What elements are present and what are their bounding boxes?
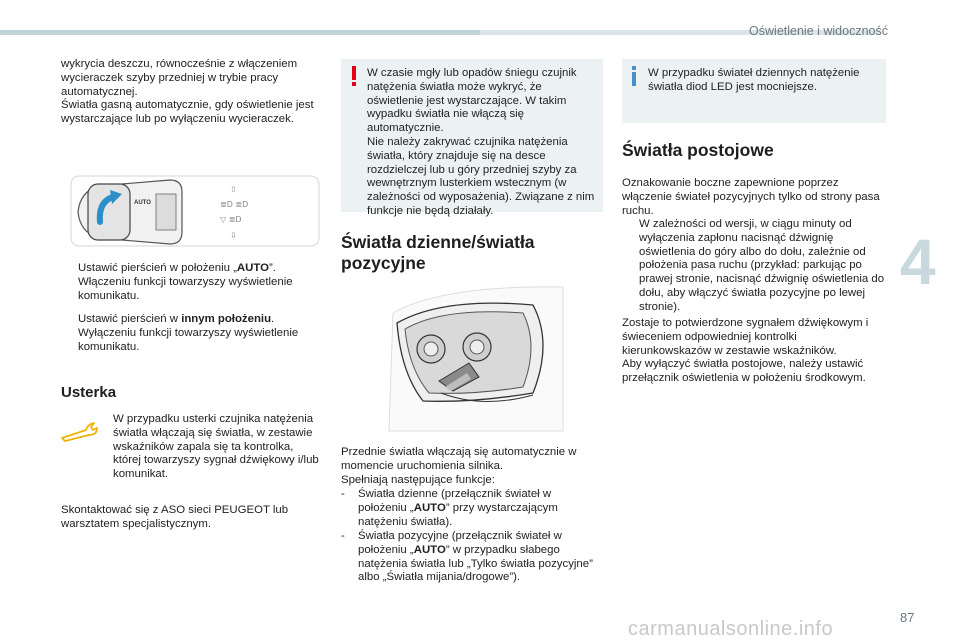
stalk-illustration bbox=[70, 172, 320, 252]
drl-intro: Przednie światła włączają się automatycznie w momencie uruchomienia silnika. Spełniają następujące funkcje: bbox=[341, 446, 577, 486]
chapter-number: 4 bbox=[900, 226, 936, 298]
info-icon bbox=[629, 65, 639, 87]
warning-text: W czasie mgły lub opadów śniegu czujnik natężenia światła może wykryć, że oświetlenie jest wystarczające. W takim wypadku światła nie włączą się automatycznie. Nie należy zakrywać czujnika natężenia światła, który znajduje się na desce rozdzielczej lub u góry przedniej szyby za wewnętrznym lusterkiem wstecznym (w zależności od wyposażenia). Związane z nim funkcje nie będą działały. bbox=[367, 67, 595, 217]
fault-paragraph: W przypadku usterki czujnika natężenia światła włączają się światła, w zestawie wskaźników zapala się ta kontrolka, której towarzyszy sygnał dźwiękowy i/lub komunikat. bbox=[113, 413, 319, 481]
parking-outro: Zostaje to potwierdzone sygnałem dźwiękowym i świeceniem odpowiedniej kontrolki kierunkowskazów w zestawie wskaźników. Aby wyłączyć światła postojowe, należy ustawić przełącznik oświetlenia w położeniu środkowym. bbox=[622, 317, 869, 385]
light-stalk-image bbox=[70, 172, 320, 252]
bullet-parking-activate: W zależności od wersji, w ciągu minuty od wyłączenia zapłonu nacisnąć dźwignię oświetlenia do góry albo do dołu, zależnie od położenia pasa ruchu (przykład: parkując po prawej stronie, nacisnąć dźwignię oświetlenia do dołu, aby włączyć światła pozycyjne po lewej stronie). bbox=[639, 218, 885, 313]
dash-position-lights: - Światła pozycyjne (przełącznik świateł w położeniu „AUTO” w przypadku słabego natężenia światła lub „Tylko światła pozycyjne” albo „Światła mijania/drogowe”). bbox=[341, 530, 593, 584]
bullet-other-position: Ustawić pierścień w innym położeniu. Wyłączeniu funkcji towarzyszy wyświetlenie komunikatu. bbox=[78, 313, 299, 353]
headlight-illustration bbox=[383, 283, 569, 433]
info-box bbox=[622, 59, 886, 123]
info-text: W przypadku świateł dziennych natężenie światła diod LED jest mocniejsze. bbox=[648, 67, 860, 93]
bullet-auto: Ustawić pierścień w położeniu „AUTO”. Włączeniu funkcji towarzyszy wyświetlenie komunikatu. bbox=[78, 262, 293, 302]
heading-drl: Światła dzienne/światła pozycyjne bbox=[341, 232, 535, 273]
heading-parking: Światła postojowe bbox=[622, 140, 774, 160]
svg-text:⇩: ⇩ bbox=[230, 231, 237, 240]
parking-intro: Oznakowanie boczne zapewnione poprzez włączenie świateł pozycyjnych tylko od strony pasa ruchu. bbox=[622, 177, 880, 217]
dash-mark: - bbox=[341, 488, 345, 500]
heading-fault: Usterka bbox=[61, 384, 117, 401]
dash-daytime-lights: - Światła dzienne (przełącznik świateł w położeniu „AUTO” przy wystarczającym natężeniu światła). bbox=[341, 488, 558, 528]
page-number: 87 bbox=[900, 610, 915, 625]
svg-text:⇧: ⇧ bbox=[230, 185, 237, 194]
contact-paragraph: Skontaktować się z ASO sieci PEUGEOT lub warsztatem specjalistycznym. bbox=[61, 504, 289, 530]
intro-paragraph: wykrycia deszczu, równocześnie z włączeniem wycieraczek szyby przedniej w trybie pracy automatycznej. Światła gasną automatycznie, gdy oświetlenie jest wystarczające lub po wyłączeniu wycieraczek. bbox=[61, 58, 314, 126]
svg-text:≣D ≣D: ≣D ≣D bbox=[220, 200, 249, 209]
header-bar-left bbox=[0, 30, 480, 35]
wrench-icon bbox=[60, 420, 102, 442]
section-title: Oświetlenie i widoczność bbox=[749, 24, 888, 38]
stalk-auto-label: AUTO bbox=[134, 200, 151, 206]
warning-exclamation-icon bbox=[349, 65, 359, 87]
warning-box bbox=[341, 59, 603, 217]
headlight-image bbox=[383, 283, 569, 433]
dash-mark: - bbox=[341, 530, 345, 542]
svg-text:▽ ≣D: ▽ ≣D bbox=[220, 215, 242, 224]
watermark: carmanualsonline.info bbox=[628, 618, 834, 640]
